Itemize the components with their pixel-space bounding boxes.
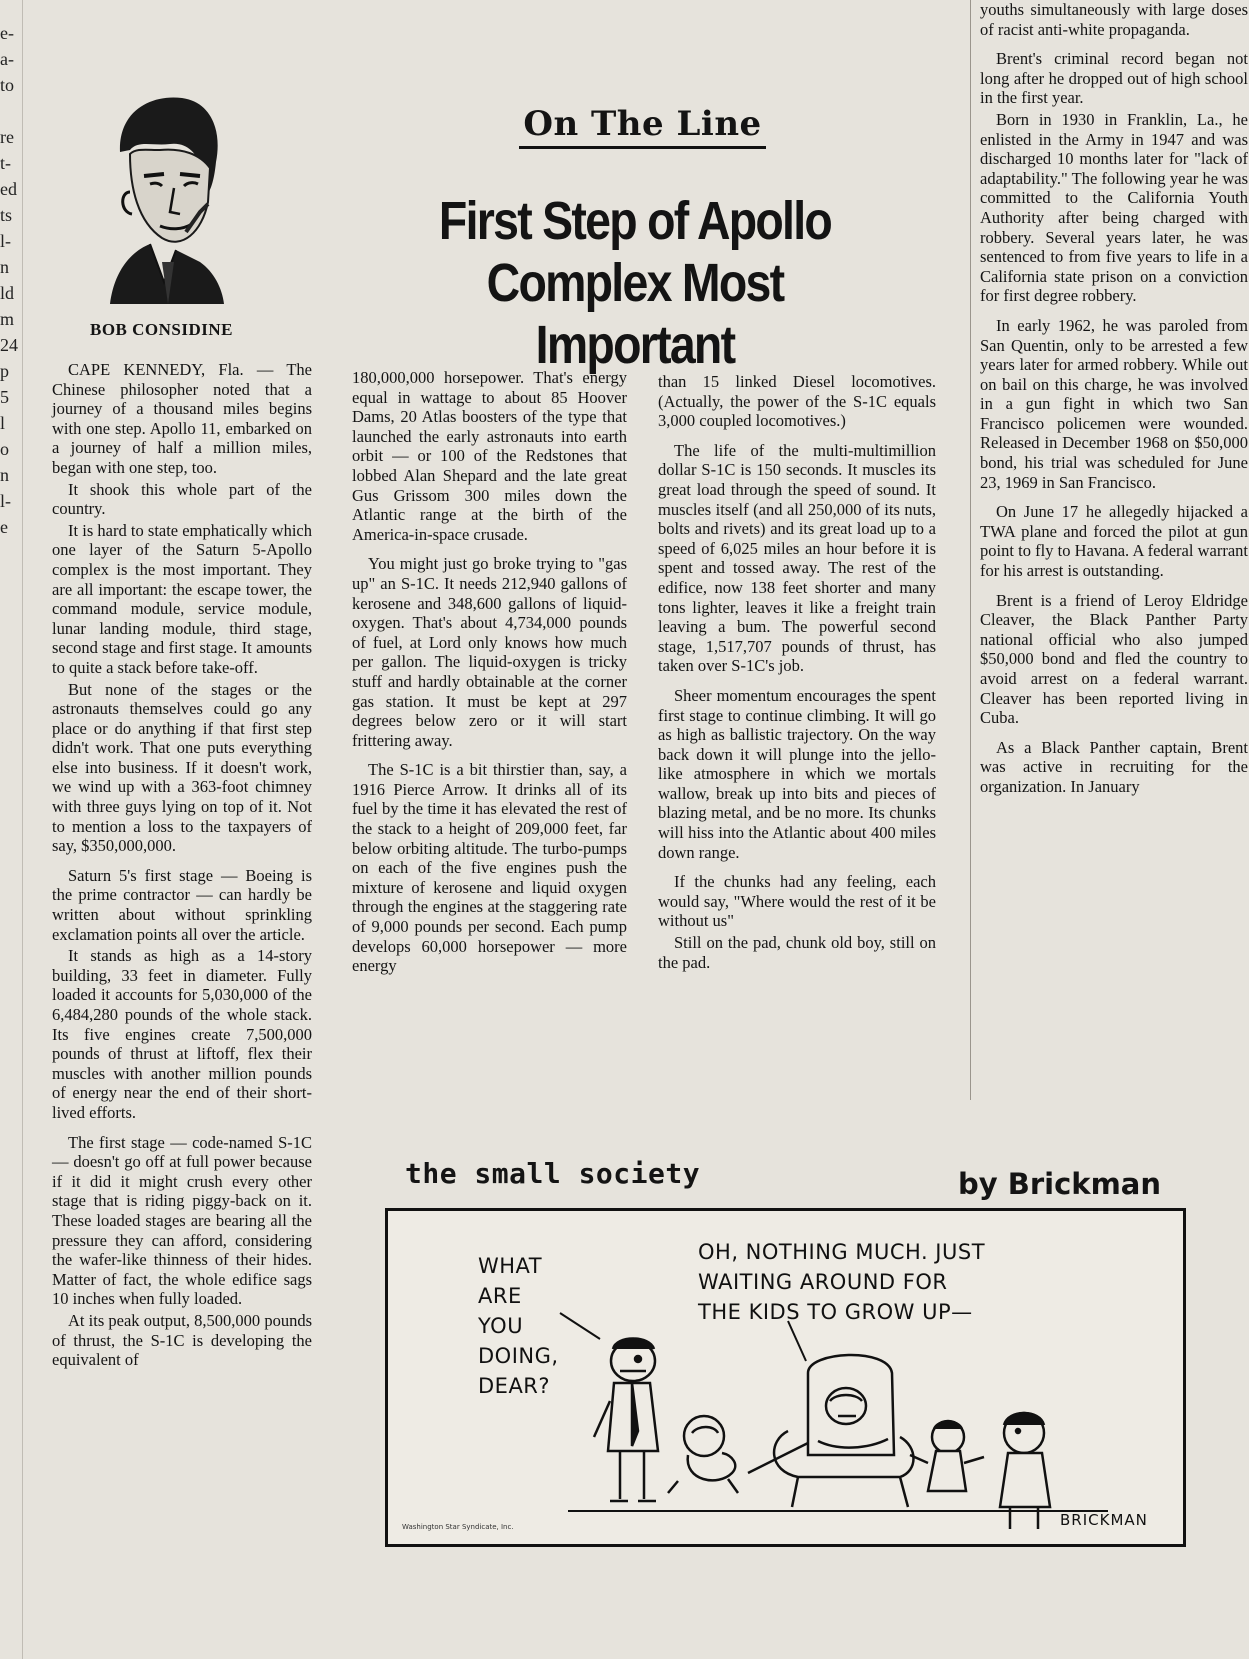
artist-signature: BRICKMAN [1060,1511,1148,1529]
byline: BOB CONSIDINE [90,320,234,339]
paragraph: It shook this whole part of the country. [52,479,312,519]
armchair-with-father [748,1355,914,1507]
speech-left: WHAT ARE YOU DOING, DEAR? [478,1254,559,1398]
paragraph: The S-1C is a bit thirstier than, say, a 1916 Pierce Arrow. It drinks all of its fuel by the time it has elevated the rest of the stack to a height of 209,000 feet, far below orbiting altitude. The turbo-pumps on each of the five engines push the mixture of kerosene and liquid oxygen through the engines at the staggering rate of 9,000 pounds per second. Each pump develops 60,000 horsepower — more energy [352,760,627,976]
paragraph: It stands as high as a 14-story building, 33 feet in diameter. Fully loaded it accounts for 5,030,000 of the 6,484,280 pounds of the whole stack. Its five engines create 7,500,000 pounds of thrust at liftoff, flex their muscles with another million pounds of energy near the end of their short-lived efforts. [52,946,312,1122]
paragraph: Still on the pad, chunk old boy, still on the pad. [658,933,936,972]
paragraph: As a Black Panther captain, Brent was active in recruiting for the organization. In January [980,737,1248,796]
paragraph: On June 17 he allegedly hijacked a TWA plane and forced the pilot at gun point to fly to Havana. A federal warrant for his arrest is outstanding. [980,502,1248,581]
child-figure-1 [668,1416,738,1493]
headline-line-1: First Step of Apollo [438,191,832,251]
paragraph: Saturn 5's first stage — Boeing is the prime contractor — can hardly be written about without sprinkling exclamation points all over the article. [52,865,312,944]
child-figure-2 [910,1421,984,1491]
paragraph: It is hard to state emphatically which one layer of the Saturn 5-Apollo complex is the most important. They are all important: the escape tower, the command module, service module, lunar landing module, third stage, second stage and first stage. It amounts to quite a stack before take-off. [52,520,312,677]
paragraph: At its peak output, 8,500,000 pounds of thrust, the S-1C is developing the equivalent of [52,1310,312,1370]
column-rule [970,0,971,1100]
paragraph: You might just go broke trying to "gas up" an S-1C. It needs 212,940 gallons of kerosene and 348,600 gallons of liquid-oxygen. That's about 4,734,000 pounds of fuel, at Lord only knows how much per gallon. The liquid-oxygen is tricky stuff and hardly obtainable at the corner gas station. It must be kept at 297 degrees below zero or it will start frittering away. [352,554,627,750]
paragraph: Brent is a friend of Leroy Eldridge Cleaver, the Black Panther Party national official who also jumped $50,000 bond and fled the country to avoid arrest on a federal warrant. Cleaver has been reported living in Cuba. [980,590,1248,728]
headline-line-2: Complex Most Important [486,253,784,375]
speech-right: OH, NOTHING MUCH. JUST WAITING AROUND FOR THE KIDS TO GROW UP— [698,1240,986,1324]
paragraph: Brent's criminal record began not long after he dropped out of high school in the first year. [980,49,1248,108]
paragraph: The life of the multi-multimillion dollar S-1C is 150 seconds. It muscles its great load through the speed of sound. It muscles itself (and all 250,000 of its nuts, bolts and rivets) and its great load up to a speed of 6,025 miles an hour before it is spent and tossed away. The rest of the edifice, now 138 feet shorter and many tons lighter, leaves it like a freight train leaving a bum. The powerful second stage, 1,517,707 pounds of thrust, has taken over S-1C's job. [658,440,936,676]
paragraph: In early 1962, he was paroled from San Quentin, only to be arrested a few years later for armed robbery. While out on bail on this charge, he was involved in a gun fight in which two San Francisco policemen were wounded. Released in December 1968 on $50,000 bond, his trial was scheduled for June 23, 1969 in San Francisco. [980,315,1248,492]
paragraph: But none of the stages or the astronauts themselves could go any place or do anything if that first step didn't work. That one puts everything else into business. If it doesn't work, we wind up with a 363-foot chimney with three guys lying on top of it. Not to mention a loss to the taxpayers of say, $350,000,000. [52,679,312,856]
gutter-rule [22,0,23,1659]
article-column-3 [658,372,936,1142]
syndicate-credit: Washington Star Syndicate, Inc. [402,1523,514,1531]
headline [420,190,850,376]
paragraph: than 15 linked Diesel locomotives. (Actually, the power of the S-1C equals 3,000 coupled locomotives.) [658,372,936,431]
comic-panel [385,1208,1186,1547]
article-column-1 [52,360,312,1550]
column-masthead [505,104,780,144]
paragraph: 180,000,000 horsepower. That's energy equal in wattage to about 85 Hoover Dams, 20 Atlas boosters of the type that launched the early astronauts into earth orbit — or 100 of the Redstones that lobbed Alan Shepard and the late great Gus Grissom 300 miles down the Atlantic range at the birth of the America-in-space crusade. [352,368,627,544]
paragraph: youths simultaneously with large doses of racist anti-white propaganda. [980,0,1248,39]
comic-author: by Brickman [958,1167,1162,1201]
left-gutter-fragments: e- a- to re t- ed ts l- n ld m 24 p 5 l o n l- e [0,23,18,537]
paragraph: If the chunks had any feeling, each would say, "Where would the rest of it be without us" [658,872,936,931]
mother-figure [594,1339,658,1502]
masthead-text: On The Line [519,104,765,149]
paragraph: The first stage — code-named S-1C — doesn't go off at full power because if it did it might crush every other stage that is riding piggy-back on it. These loaded stages are bearing all the pressure they can afford, considering the wafer-like thinness of their hides. Matter of fact, the whole edifice sags 10 inches when fully loaded. [52,1132,312,1309]
article-column-2 [352,368,627,1138]
paragraph: CAPE KENNEDY, Fla. — The Chinese philosopher noted that a journey of a thousand miles begins with one step. Apollo 11, embarked on a journey of half a million miles, began with one step, too. [52,360,312,477]
comic-drawing [388,1211,1183,1544]
paragraph: Sheer momentum encourages the spent first stage to continue climbing. It will go as high as ballistic trajectory. On the way back down it will plunge into the jello-like atmosphere in which we mortals wallow, break up into bits and pieces of blazing metal, and be no more. Its chunks will hiss into the Atlantic about 400 miles down range. [658,685,936,862]
comic-title: the small society [405,1157,701,1190]
adjacent-article-column [980,0,1248,1140]
author-portrait [90,92,226,304]
paragraph: Born in 1930 in Franklin, La., he enlisted in the Army in 1947 and was discharged 10 months later for "lack of adaptability." The following year he was committed to the California Youth Authority after being charged with robbery. Several years later, he was sentenced to from five years to life in a California state prison on a conviction for first degree robbery. [980,109,1248,306]
